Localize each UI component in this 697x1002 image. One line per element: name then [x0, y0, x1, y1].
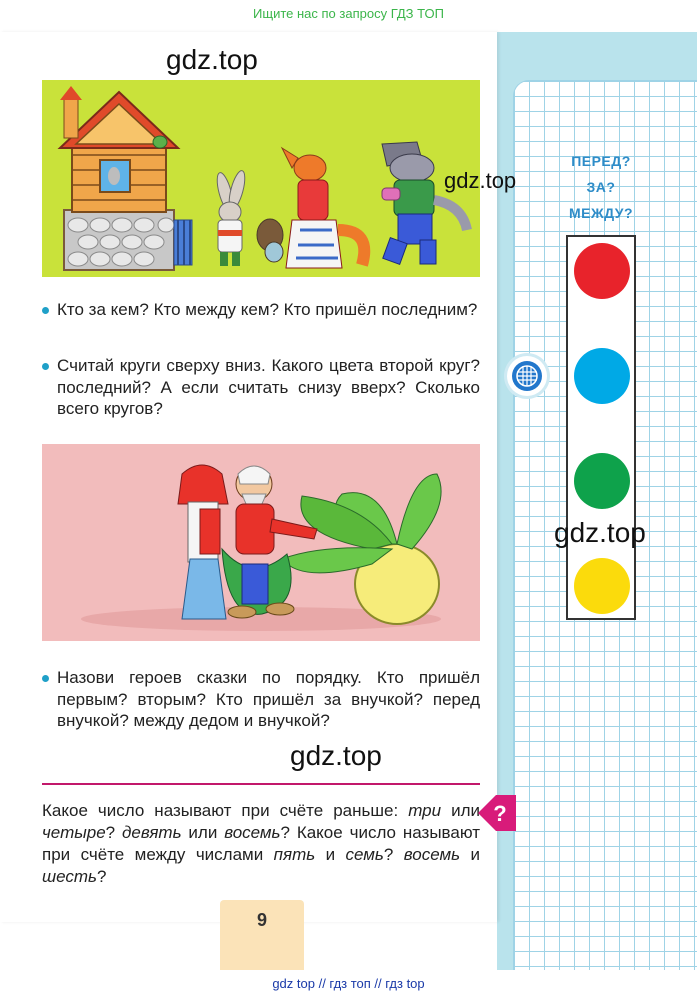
grid-globe-icon — [507, 356, 547, 396]
q-word: девять — [121, 823, 182, 842]
q-word: семь — [345, 845, 384, 864]
q-text: и — [315, 845, 346, 864]
color-circles-box — [566, 235, 636, 620]
bullet-dot — [42, 307, 49, 314]
question-mark-text: ? — [493, 801, 507, 826]
side-title-after: ЗА? — [586, 179, 616, 195]
q-text: и — [460, 845, 480, 864]
circle-yellow — [574, 558, 630, 614]
q-word: четыре — [42, 823, 106, 842]
section-divider — [42, 783, 480, 785]
q-text: или — [181, 823, 225, 842]
bullet-dot — [42, 675, 49, 682]
question-mark-icon — [478, 795, 516, 831]
watermark: gdz.top — [444, 168, 517, 193]
q-text: или — [441, 801, 480, 820]
bullet-text: Считай круги сверху вниз. Какого цвета второй круг? последний? А если считать снизу вверх? Сколько всего кругов? — [57, 356, 480, 418]
bullet-item — [42, 355, 480, 420]
bullet-dot — [42, 363, 49, 370]
top-banner: Ищите нас по запросу ГДЗ ТОП — [253, 6, 444, 21]
page-number: 9 — [256, 910, 267, 930]
illustration-house-animals — [42, 80, 480, 277]
bullet-item — [42, 299, 480, 321]
q-word: три — [408, 801, 442, 820]
q-word: пять — [273, 845, 316, 864]
q-text: ? — [383, 845, 404, 864]
bullet-text: Назови героев сказки по порядку. Кто пришёл первым? вторым? Кто пришёл за внучкой? перед внучкой? между дедом и внучкой? — [57, 668, 480, 730]
watermark: gdz.top — [290, 740, 382, 771]
bullet-text: Кто за кем? Кто между кем? Кто пришёл последним? — [57, 300, 478, 319]
q-text: Какое число называют при счёте раньше: — [42, 801, 409, 820]
circle-blue — [574, 348, 630, 404]
side-title-before: ПЕРЕД? — [571, 153, 631, 169]
q-text: ? — [105, 823, 122, 842]
watermark: gdz.top — [166, 44, 258, 75]
illustration-turnip-tale — [42, 444, 480, 641]
q-word: шесть — [42, 867, 97, 886]
number-question — [42, 800, 480, 888]
footer-links: gdz top // гдз топ // гдз top — [272, 976, 425, 991]
circle-green — [574, 453, 630, 509]
q-text: ? — [96, 867, 107, 886]
q-text: ? Какое число называют при счёте между числами — [42, 823, 480, 864]
side-title-between: МЕЖДУ? — [568, 205, 634, 221]
q-word: восемь — [224, 823, 281, 842]
q-word: восемь — [403, 845, 461, 864]
circle-red — [574, 243, 630, 299]
watermark: gdz.top — [554, 517, 646, 548]
bullet-item — [42, 667, 480, 732]
